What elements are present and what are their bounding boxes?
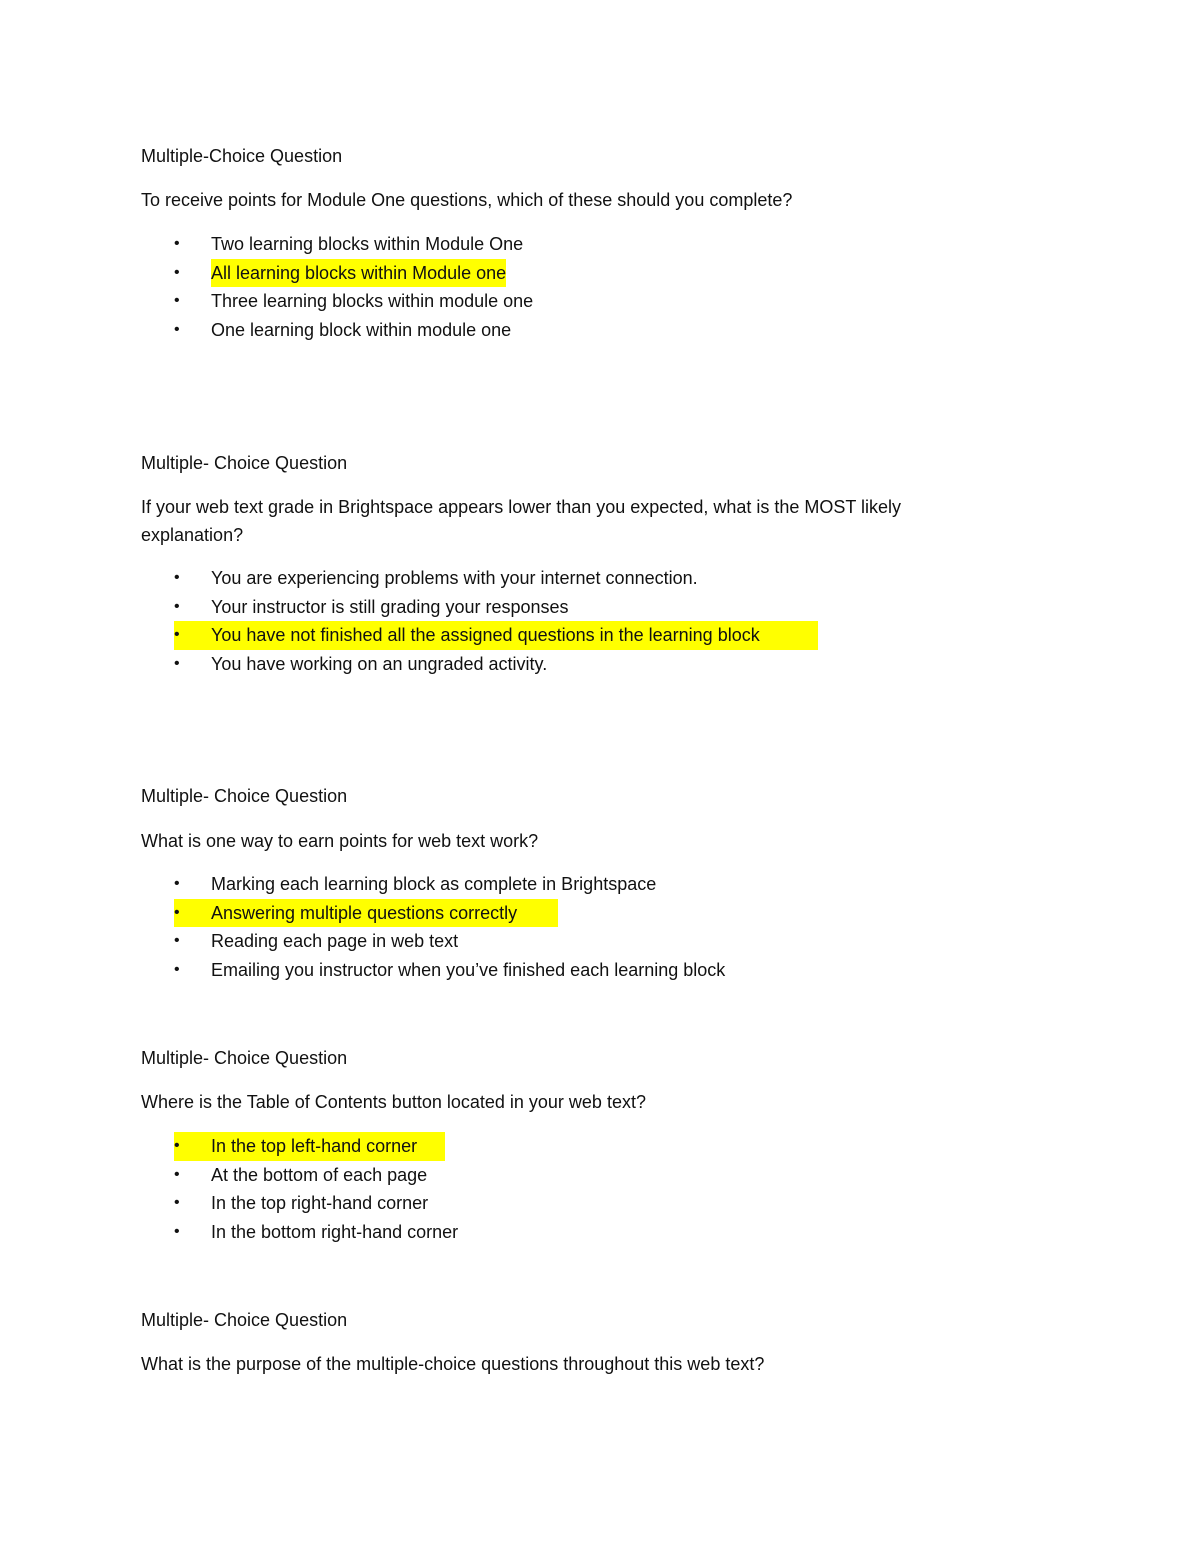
bullet-icon: • <box>174 899 211 927</box>
option-highlighted <box>174 621 818 650</box>
question-5-heading: Multiple- Choice Question <box>141 1310 348 1330</box>
question-5-prompt: What is the purpose of the multiple-choice questions throughout this web text? <box>141 1354 765 1374</box>
bullet-icon: • <box>174 321 180 339</box>
bullet-icon: • <box>174 932 180 950</box>
option-text: In the bottom right-hand corner <box>211 1222 459 1243</box>
option-text: In the top left-hand corner <box>211 1136 418 1156</box>
question-4-prompt: Where is the Table of Contents button located in your web text? <box>141 1092 646 1112</box>
bullet-icon: • <box>174 263 180 281</box>
option-text: You have not finished all the assigned questions in the learning block <box>211 625 760 646</box>
option-text: Two learning blocks within Module One <box>211 234 524 254</box>
option <box>174 1218 459 1247</box>
option <box>174 956 726 985</box>
question-4-heading: Multiple- Choice Question <box>141 1048 348 1068</box>
bullet-icon: • <box>174 569 180 586</box>
bullet-icon: • <box>174 235 180 252</box>
option <box>174 650 818 679</box>
option-highlighted <box>174 1132 445 1161</box>
option-text: Emailing you instructor when you’ve finished each learning block <box>211 960 726 981</box>
option-text: Marking each learning block as complete in Brightspace <box>211 874 657 894</box>
bullet-icon: • <box>174 1165 180 1183</box>
question-4-options <box>174 1132 459 1247</box>
bullet-icon: • <box>174 292 180 310</box>
bullet-icon: • <box>174 961 180 979</box>
option-text: Reading each page in web text <box>211 931 459 952</box>
option-text: All learning blocks within Module one <box>211 259 506 287</box>
question-3-heading: Multiple- Choice Question <box>141 786 348 806</box>
option-highlighted <box>174 899 558 928</box>
question-2-options <box>174 564 818 679</box>
question-1-prompt: To receive points for Module One questions, which of these should you complete? <box>141 190 793 210</box>
option <box>174 593 818 622</box>
bullet-icon: • <box>174 1132 211 1160</box>
question-3-options <box>174 870 726 985</box>
option <box>174 1161 445 1190</box>
option <box>174 927 558 956</box>
bullet-icon: • <box>174 1194 180 1212</box>
question-2-prompt: If your web text grade in Brightspace appears lower than you expected, what is the MOST likely explanation? <box>141 497 902 545</box>
option-text: At the bottom of each page <box>211 1164 428 1185</box>
option <box>174 1189 445 1218</box>
option-text: You are experiencing problems with your internet connection. <box>211 568 698 588</box>
bullet-icon: • <box>174 621 211 649</box>
option-text: One learning block within module one <box>211 320 512 341</box>
option-text: Your instructor is still grading your responses <box>211 596 569 617</box>
option <box>174 870 657 899</box>
option-text: In the top right-hand corner <box>211 1193 429 1214</box>
option-text: Three learning blocks within module one <box>211 291 534 312</box>
question-1-heading: Multiple-Choice Question <box>141 146 343 166</box>
option-text: Answering multiple questions correctly <box>211 902 518 923</box>
bullet-icon: • <box>174 1223 180 1241</box>
question-3-prompt: What is one way to earn points for web text work? <box>141 831 539 851</box>
bullet-icon: • <box>174 597 180 615</box>
question-2-heading: Multiple- Choice Question <box>141 453 348 473</box>
bullet-icon: • <box>174 875 180 892</box>
option-text: You have working on an ungraded activity. <box>211 654 548 675</box>
option <box>174 564 818 593</box>
bullet-icon: • <box>174 655 180 673</box>
